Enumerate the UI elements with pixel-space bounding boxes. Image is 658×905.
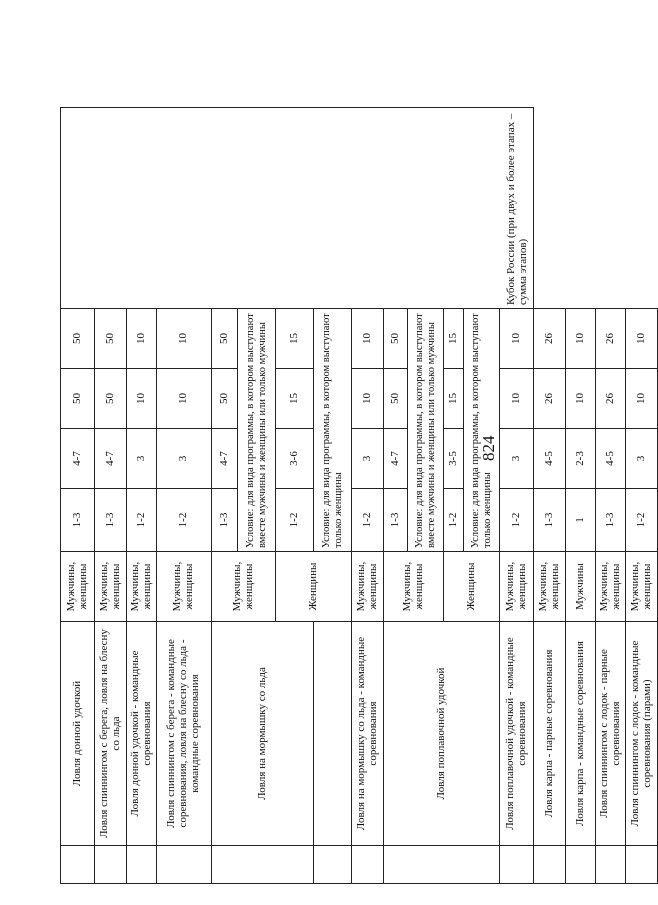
condition-text: Условие: для вида программы, в котором выступают только женщины	[464, 309, 500, 552]
discipline-cell: Ловля спиннингом с берега, ловля на блесну со льда	[95, 622, 127, 846]
value-cell: 1-3	[384, 489, 408, 552]
table-row	[626, 108, 658, 884]
blank-cell	[61, 846, 95, 884]
blank-cell	[500, 846, 534, 884]
value-cell: 1-2	[127, 489, 157, 552]
sex-cell: Женщины	[276, 552, 352, 622]
sex-cell: Мужчины, женщины	[626, 552, 658, 622]
value-cell: 4-5	[534, 429, 566, 489]
sex-cell: Мужчины, женщины	[157, 552, 212, 622]
sex-cell: Мужчины, женщины	[212, 552, 276, 622]
value-cell: 50	[61, 369, 95, 429]
discipline-cell: Ловля карпа - парные соревнования	[534, 622, 566, 846]
value-cell: 50	[61, 309, 95, 369]
discipline-cell: Ловля донной удочкой	[61, 622, 95, 846]
sex-cell: Мужчины, женщины	[596, 552, 626, 622]
value-cell: 4-7	[95, 429, 127, 489]
value-cell: 1-3	[95, 489, 127, 552]
sex-cell: Мужчины	[566, 552, 596, 622]
blank-cell	[352, 846, 384, 884]
value-cell: 1-3	[534, 489, 566, 552]
value-cell: 26	[534, 309, 566, 369]
value-cell: 50	[212, 309, 238, 369]
value-cell: 10	[626, 369, 658, 429]
value-cell: 10	[500, 369, 534, 429]
value-cell: 4-7	[212, 429, 238, 489]
discipline-cell: Ловля поплавочной удочкой - командные соревнования	[500, 622, 534, 846]
blank-cell	[566, 846, 596, 884]
discipline-cell: Ловля на мормышку со льда	[212, 622, 314, 846]
value-cell: 1-3	[596, 489, 626, 552]
discipline-cell: Ловля поплавочной удочкой	[384, 622, 500, 846]
blank-cell	[314, 846, 352, 884]
value-cell: 50	[95, 309, 127, 369]
value-cell: 1-2	[626, 489, 658, 552]
discipline-cell: Ловля спиннингом с лодок - парные соревнования	[596, 622, 626, 846]
value-cell: 10	[566, 309, 596, 369]
value-cell: 15	[444, 369, 464, 429]
table-row	[61, 108, 95, 884]
value-cell: 50	[212, 369, 238, 429]
discipline-cell: Ловля на мормышку со льда - командные соревнования	[352, 622, 384, 846]
blank-cell	[95, 846, 127, 884]
value-cell: 1-2	[500, 489, 534, 552]
sex-cell: Мужчины, женщины	[352, 552, 384, 622]
table-row	[596, 108, 626, 884]
condition-text: Условие: для вида программы, в котором выступают только женщины	[314, 309, 352, 552]
blank-cell	[157, 846, 212, 884]
blank-cell	[314, 622, 352, 846]
value-cell: 10	[566, 369, 596, 429]
discipline-cell: Ловля спиннингом с берега - командные соревнования, ловля на блесну со льда - командные соревнования	[157, 622, 212, 846]
value-cell: 3	[157, 429, 212, 489]
discipline-cell: Ловля спиннингом с лодок - командные соревнования (парами)	[626, 622, 658, 846]
value-cell: 3	[626, 429, 658, 489]
sex-cell: Женщины	[444, 552, 500, 622]
sex-cell: Мужчины, женщины	[500, 552, 534, 622]
value-cell: 2-3	[566, 429, 596, 489]
page-number: 824	[479, 435, 498, 461]
cup-label: Кубок России (при двух и более этапах – сумма этапов)	[61, 108, 534, 309]
value-cell: 50	[95, 369, 127, 429]
value-cell: 10	[157, 369, 212, 429]
value-cell: 1-3	[212, 489, 238, 552]
value-cell: 1-2	[444, 489, 464, 552]
value-cell: 50	[384, 309, 408, 369]
value-cell: 10	[157, 309, 212, 369]
blank-cell	[212, 846, 314, 884]
value-cell: 4-5	[596, 429, 626, 489]
value-cell: 4-7	[61, 429, 95, 489]
value-cell: 1	[566, 489, 596, 552]
table-row	[534, 108, 566, 884]
blank-cell	[384, 846, 500, 884]
sex-cell: Мужчины, женщины	[534, 552, 566, 622]
value-cell: 26	[534, 369, 566, 429]
value-cell: 10	[127, 369, 157, 429]
value-cell: 50	[384, 369, 408, 429]
blank-cell	[127, 846, 157, 884]
value-cell: 1-2	[276, 489, 314, 552]
value-cell: 10	[352, 309, 384, 369]
value-cell: 10	[500, 309, 534, 369]
condition-text: Условие: для вида программы, в котором выступают вместе мужчины и женщины или только мужчины	[238, 309, 276, 552]
sex-cell: Мужчины, женщины	[61, 552, 95, 622]
rotated-table-wrapper	[60, 108, 653, 884]
table-row	[566, 108, 596, 884]
value-cell: 15	[444, 309, 464, 369]
blank-cell	[596, 846, 626, 884]
sex-cell: Мужчины, женщины	[95, 552, 127, 622]
value-cell: 4-7	[384, 429, 408, 489]
discipline-cell: Ловля карпа - командные соревнования	[566, 622, 596, 846]
value-cell: 26	[596, 369, 626, 429]
value-cell: 10	[127, 309, 157, 369]
value-cell: 3-5	[444, 429, 464, 489]
ranking-table	[60, 107, 658, 884]
value-cell: 3-6	[276, 429, 314, 489]
sex-cell: Мужчины, женщины	[384, 552, 444, 622]
value-cell: 26	[596, 309, 626, 369]
value-cell: 1-3	[61, 489, 95, 552]
value-cell: 10	[626, 309, 658, 369]
value-cell: 1-2	[352, 489, 384, 552]
value-cell: 10	[352, 369, 384, 429]
value-cell: 3	[127, 429, 157, 489]
sex-cell: Мужчины, женщины	[127, 552, 157, 622]
value-cell: 15	[276, 309, 314, 369]
value-cell: 15	[276, 369, 314, 429]
blank-cell	[534, 846, 566, 884]
value-cell: 3	[500, 429, 534, 489]
value-cell: 1-2	[157, 489, 212, 552]
discipline-cell: Ловля донной удочкой - командные соревнования	[127, 622, 157, 846]
value-cell: 3	[352, 429, 384, 489]
blank-cell	[626, 846, 658, 884]
condition-text: Условие: для вида программы, в котором выступают вместе мужчины и женщины или только мужчины	[408, 309, 444, 552]
